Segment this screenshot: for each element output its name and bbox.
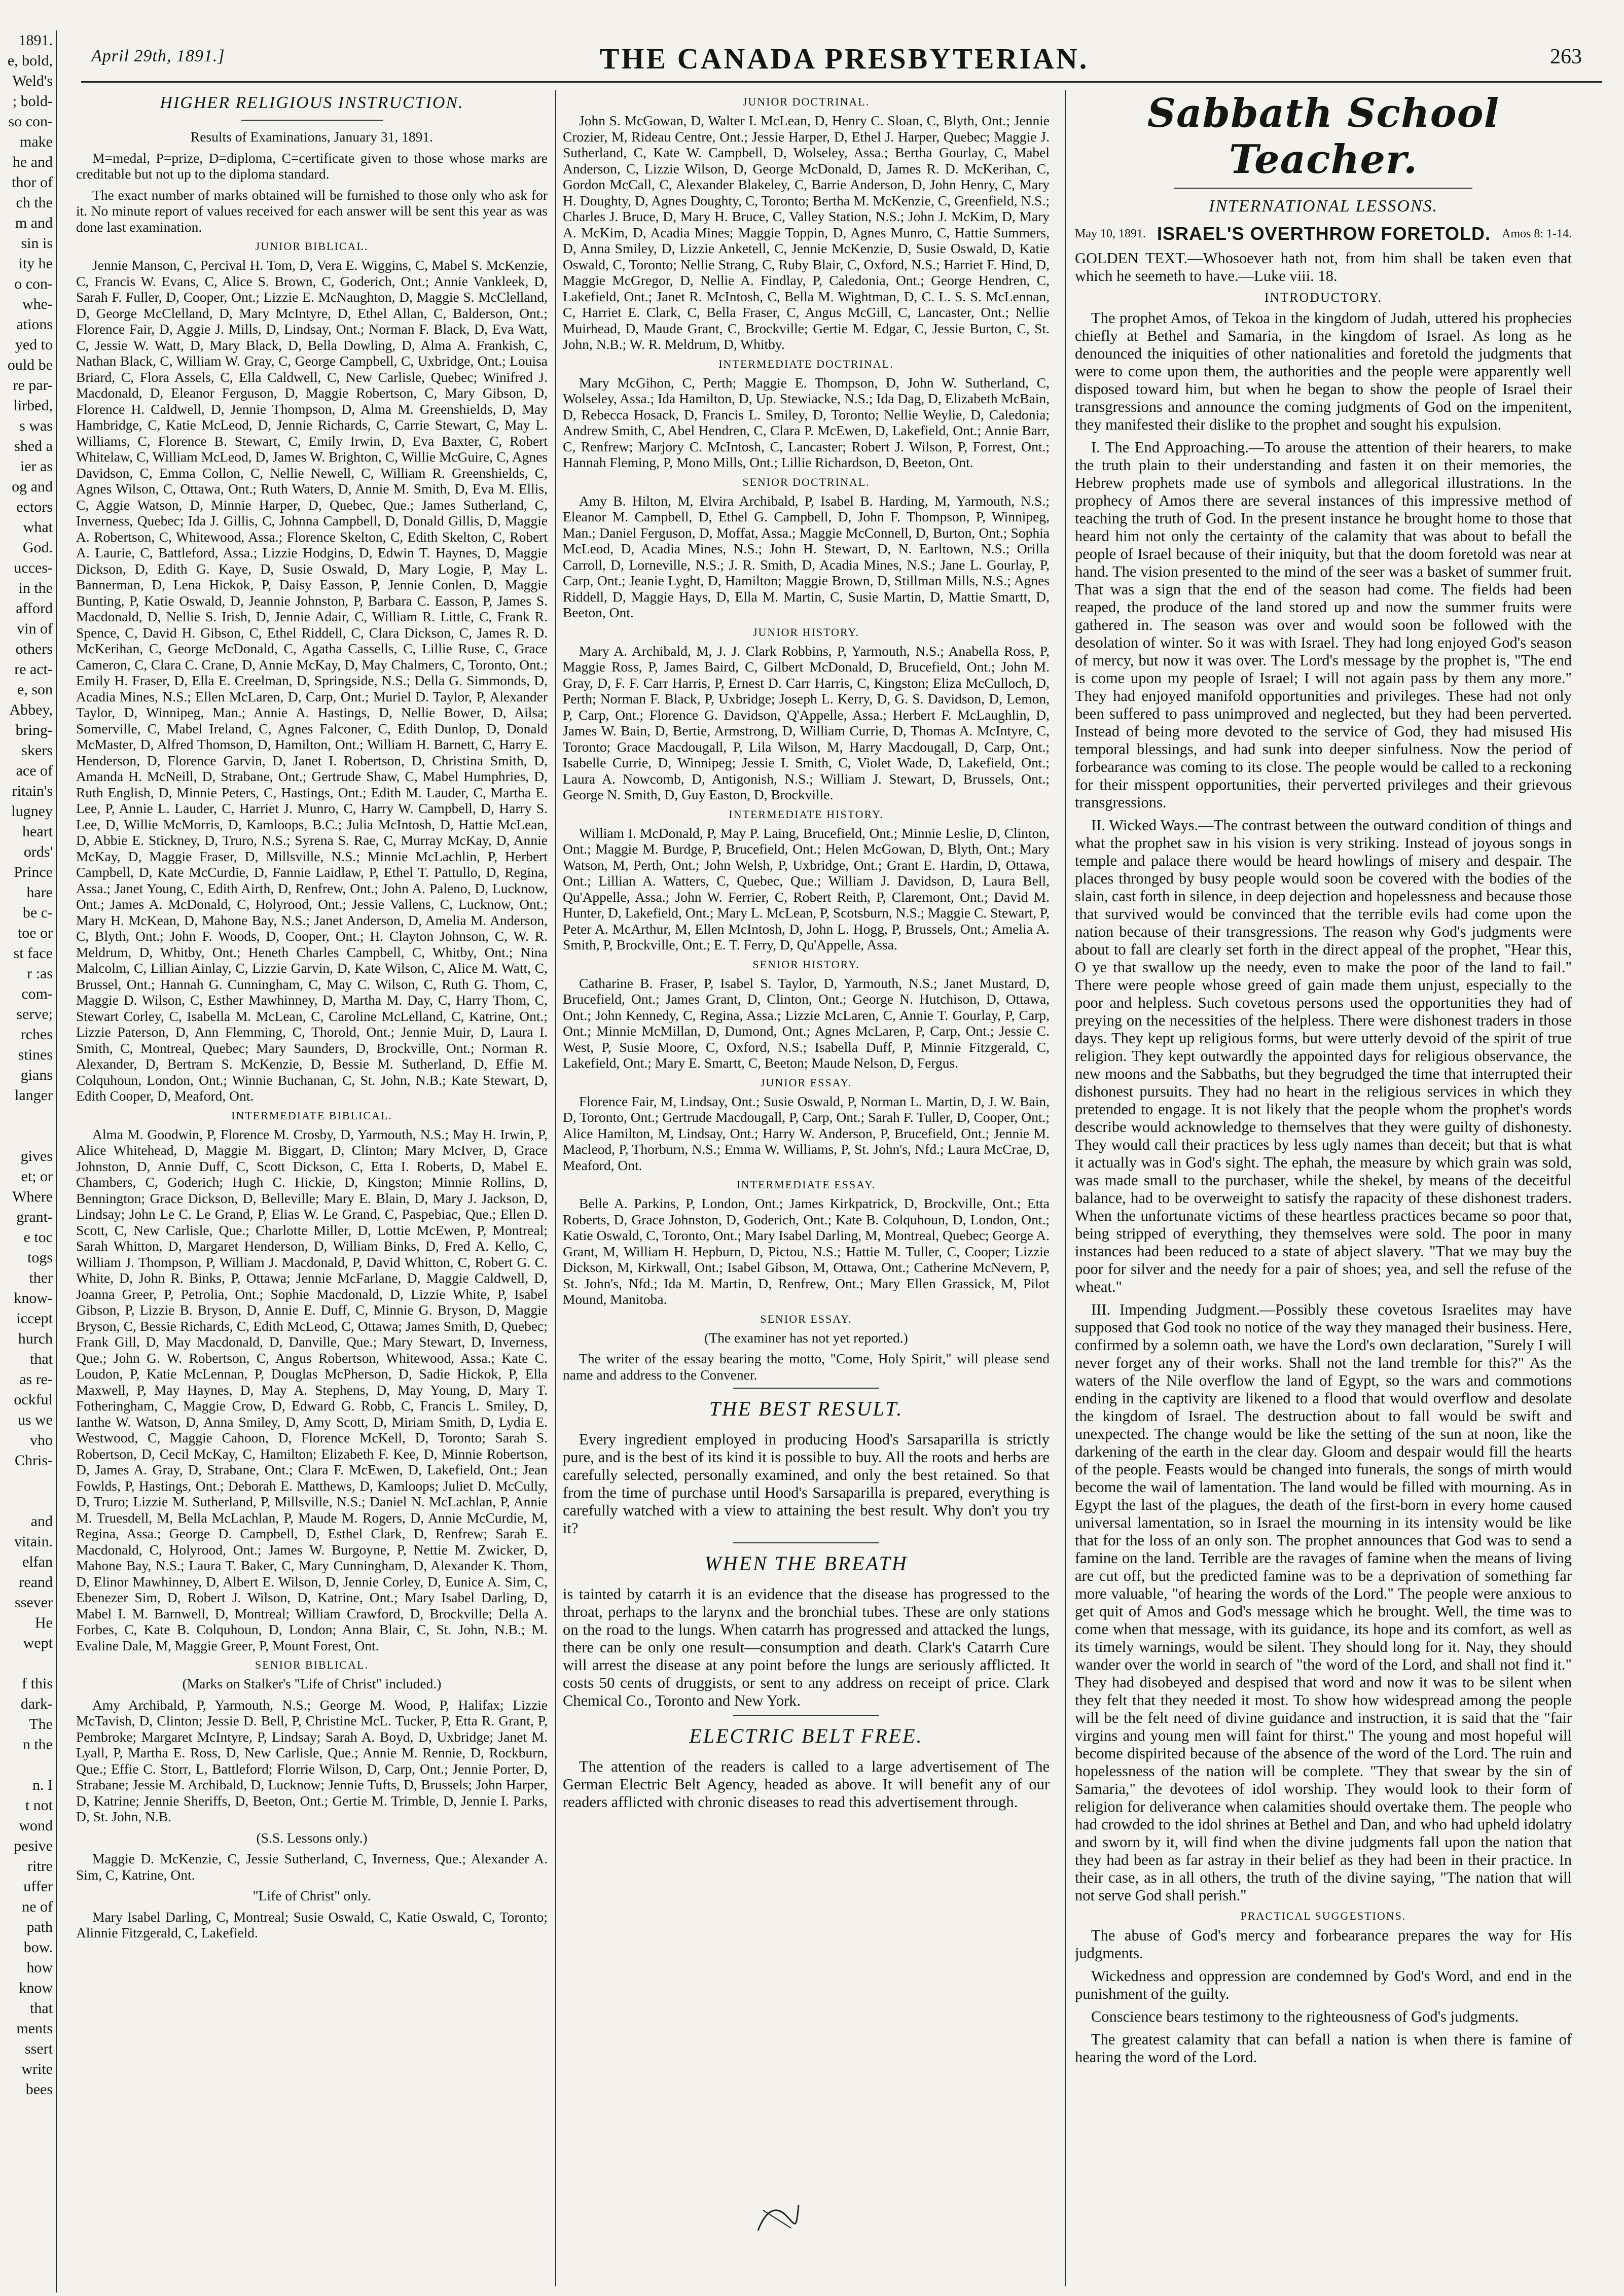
- margin-fragment: vin of: [17, 620, 53, 637]
- margin-fragment: rches: [20, 1026, 53, 1043]
- senior-essay-motto-note: The writer of the essay bearing the motto, "Come, Holy Spirit," will please send name and address to the Convener.: [563, 1351, 1050, 1383]
- page-number: 263: [1550, 45, 1582, 68]
- column-1: [76, 90, 548, 2286]
- margin-fragment: grant-: [16, 1209, 53, 1225]
- margin-fragment: ritre: [27, 1858, 53, 1875]
- intermediate-doctrinal-heading: INTERMEDIATE DOCTRINAL.: [718, 357, 894, 370]
- margin-fragment: know-: [14, 1290, 53, 1306]
- margin-fragment: ier as: [20, 458, 53, 475]
- margin-fragment: toe or: [17, 925, 53, 941]
- margin-fragment: m and: [15, 215, 53, 231]
- margin-fragment: t not: [25, 1797, 53, 1814]
- margin-fragment: us we: [17, 1411, 53, 1428]
- junior-history-heading: JUNIOR HISTORY.: [752, 625, 860, 639]
- margin-fragment: ucces-: [14, 559, 53, 576]
- margin-fragment: hurch: [18, 1330, 53, 1347]
- sabbath-school-title: Sabbath School Teacher.: [1147, 90, 1500, 183]
- margin-fragment: bow.: [23, 1939, 53, 1956]
- margin-fragment: ssever: [15, 1594, 53, 1611]
- margin-fragment: vho: [30, 1432, 53, 1449]
- section-impending-judgment: III. Impending Judgment.—Possibly these covetous Israelites may have supposed that God took no notice of the way they managed their business. Here, confirmed by a solemn oath, we have the Lord's own declaration, "Surely I will never forget any of their works. Shall not the land tremble for this?" As the waters of the Nile overflow the land of Egypt, so the wars and commotions ending in the captivity are likened to a flood that would overflow and desolate the kingdom of Israel. The destruction about to fall would be swift and unexpected. The change would be like the setting of the sun at noon, like the darkening of the earth in the clear day. Gloom and despair would fill the hearts of the people. Feasts would be changed into funerals, the songs of mirth would become the wail of lamentation. The land would be filled with mourning. As in Egypt the last of the plagues, the death of the first-born in every home caused universal lamentation, so in Israel the mourning in its intensity would be like that for the loss of an only son. The prophet announces that God was to send a famine on the land. Terrible are the ravages of famine when the means of living are cut off, but the predicted famine was to be a deprivation of something far more valuable, "of hearing the words of the Lord." The people were anxious to get quit of Amos and God's message which he brought. Well, the time was to come when that message, with its guidance, its hope and its comfort, as well as its timely warnings, would be silent. They should long for it. Nay, they should wander over the world in search of "the word of the Lord, and shall not find it." They had disobeyed and despised that word and now it was to be silent when they felt that they needed it most. To show how widespread among the people will be the felt need of divine guidance and instruction, it is said that the "fair virgins and young men will faint for thirst." The young and most hopeful will become dispirited because of the absence of the word of the Lord. The ruin and hopelessness of the nation will be complete. "They that swear by the sin of Samaria," the devotees of idol worship. They would look to their form of religion for deliverance when calamities should overtake them. The people who had crowded to the idol shrines at Bethel and Dan, and who had upheld idolatry and sworn by it, will find when the divine judgments fall upon the nation that they had been as far astray in their belief as they had been in their practice. In their case, as in all others, the truth of the divine saying, "The nation that will not serve God shall perish.": [1075, 1301, 1572, 1904]
- margin-fragment: Weld's: [12, 73, 53, 89]
- margin-fragment: ould be: [7, 357, 53, 373]
- electric-belt-text: The attention of the readers is called to a large advertisement of The German Electric Belt Agency, headed as above. It will benefit any of our readers afflicted with chronic diseases to read this advertisement through.: [563, 1758, 1050, 1811]
- margin-fragment: that: [30, 2000, 53, 2017]
- margin-fragment: ords': [23, 843, 53, 860]
- senior-biblical-list: Amy Archibald, P, Yarmouth, N.S.; George M. Wood, P, Halifax; Lizzie McTavish, D, Clinton; Jessie D. Bell, P, Christine McL. Tucker, P, Etta R. Grant, P, Pembroke; Margaret McIntyre, P, Lindsay; Sarah A. Boyd, D, Uxbridge; Janet M. Lyall, P, Martha E. Ross, D, New Carlisle, Que.; Annie M. Rennie, D, Rockburn, Que.; Effie C. Storr, L, Battleford; Florrie Wilson, D, Carp, Ont.; Jennie Porter, D, Strabane; Jessie M. Archibald, D, Lucknow; Jennie Tufts, D, Brussels; John Harper, D, Katrine; Jennie Sheriffs, D, Beeton, Ont.; Gertie M. Trimble, D, Jennie I. Parks, D, St. John, N.B.: [76, 1697, 548, 1824]
- best-result-heading: THE BEST RESULT.: [709, 1397, 904, 1420]
- life-of-christ-list: Mary Isabel Darling, C, Montreal; Susie Oswald, C, Katie Oswald, C, Toronto; Alinnie Fitzgerald, C, Lakefield.: [76, 1909, 548, 1940]
- results-line: Results of Examinations, January 31, 1891.: [190, 129, 434, 145]
- margin-fragment: n the: [22, 1736, 53, 1753]
- margin-fragment: yed to: [15, 336, 53, 353]
- junior-essay-heading: JUNIOR ESSAY.: [760, 1076, 852, 1089]
- margin-fragment: langer: [15, 1087, 53, 1104]
- margin-fragment: hare: [26, 884, 53, 901]
- margin-fragment: st face: [13, 945, 53, 962]
- ss-lessons-list: Maggie D. McKenzie, C, Jessie Sutherland, C, Inverness, Que.; Alexander A. Sim, C, Katrine, Ont.: [76, 1851, 548, 1883]
- intermediate-doctrinal-list: Mary McGihon, C, Perth; Maggie E. Thompson, D, John W. Sutherland, C, Wolseley, Assa.; Ida Hamilton, D, Up. Stewiacke, N.S.; Ida Dag, D, Elizabeth McBain, D, Rebecca Hosack, D, Francis L. Smiley, D, Toronto; Nellie Weylie, D, Caledonia; Andrew Smith, C, Abel Hendren, C, Clara P. McEwen, D, Lakefield, Ont.; Annie Barr, C, Renfrew; Marjory C. McIntosh, C, Lancaster; Robert J. Wilson, P, Forrest, Ont.; Hannah Fleming, P, Mono Mills, Ont.; Lillie Richardson, D, Beeton, Ont.: [563, 374, 1050, 470]
- senior-biblical-note: (Marks on Stalker's "Life of Christ" included.): [182, 1676, 442, 1691]
- notice: The exact number of marks obtained will be furnished to those only who ask for it. No minute report of values received for each answer will be sent this year as was done last examination.: [76, 187, 548, 235]
- senior-biblical-heading: SENIOR BIBLICAL.: [255, 1658, 369, 1671]
- senior-essay-heading: SENIOR ESSAY.: [760, 1312, 852, 1325]
- intermediate-history-list: William I. McDonald, P, May P. Laing, Brucefield, Ont.; Minnie Leslie, D, Clinton, Ont.; Maggie M. Burdge, P, Brucefield, Ont.; Helen McGowan, D, Blyth, Ont.; Mary Watson, M, Perth, Ont.; John Welsh, P, Uxbridge, Ont.; Grant E. Hardin, D, Ottawa, Ont.; Lillian A. Watters, C, Quebec, Que.; William J. Davidson, D, Laura Bell, Qu'Appelle, Assa.; John W. Ferrier, C, Robert Reith, P, Claremont, Ont.; David M. Hunter, D, Lakefield, Ont.; Mary L. McLean, P, Scotsburn, N.S.; Maggie C. Stewart, P, Peter A. McArthur, M, Ellen McIntosh, D, John L. Hogg, P, Brussels, Ont.; Amelia A. Smith, P, Brockville, Ont.; E. T. Ferry, D, Qu'Appelle, Assa.: [563, 825, 1050, 952]
- margin-fragment: serve;: [16, 1006, 53, 1022]
- introductory-text: The prophet Amos, of Tekoa in the kingdom of Judah, uttered his prophecies chiefly at Bethel and Samaria, in the kingdom of Israel. As long as he denounced the iniquities of other nationalities and foretold the judgments that were to come upon them, the authorities and the people were apparently well disposed toward him, but when he began to show the people of Israel their transgressions and announce the coming judgments of God on the impenitent, they manifested their dislike to the prophet and sought his expulsion.: [1075, 309, 1572, 433]
- junior-biblical-heading: JUNIOR BIBLICAL.: [255, 240, 369, 253]
- senior-doctrinal-heading: SENIOR DOCTRINAL.: [742, 475, 870, 488]
- section-heading: HIGHER RELIGIOUS INSTRUCTION.: [160, 93, 464, 112]
- margin-fragment: uffer: [23, 1878, 53, 1895]
- golden-text: GOLDEN TEXT.—Whosoever hath not, from him shall be taken even that which he seemeth to have.—Luke viii. 18.: [1075, 250, 1572, 285]
- margin-fragment: Where: [12, 1188, 53, 1205]
- column-3: [1075, 90, 1572, 2286]
- margin-fragment: he and: [12, 154, 53, 170]
- margin-fragment: r :as: [27, 965, 53, 982]
- margin-fragment: ch the: [16, 194, 53, 211]
- margin-fragment: ockful: [14, 1391, 53, 1408]
- margin-fragment: Prince: [14, 864, 53, 880]
- margin-fragment: bees: [25, 2081, 53, 2098]
- electric-belt-heading: ELECTRIC BELT FREE.: [689, 1724, 923, 1747]
- margin-fragment: bring-: [15, 722, 53, 738]
- left-margin-fragments: [0, 30, 57, 2292]
- grading-key: M=medal, P=prize, D=diploma, C=certificate given to those whose marks are creditable but not up to the diploma standard.: [76, 150, 548, 182]
- section-wicked-ways: II. Wicked Ways.—The contrast between the outward condition of things and what the prophet saw in his vision is very striking. Instead of joyous songs in temple and palace there would be heard howlings of misery and despair. The places thronged by busy people would soon be covered with the bodies of the slain, cast forth in silence, in deep dejection and hopelessness and because those that survived would be convinced that the terrible evils had come upon the nation because of their transgressions. The reason why God's judgments were about to fall are clearly set forth in the direct appeal of the prophet, "Hear this, O ye that swallow up the needy, even to make the poor of the land to fail." There were people whose greed of gain made them unjust, especially to the poor and helpless. Such covetous persons used the opportunities they had of preying on the necessities of the helpless. There were dishonest traders in those days. They kept up religious forms, but were utterly devoid of the spirit of true religion. They kept outwardly the appointed days for religious observance, the new moons and the Sabbaths, but they begrudged the time that interrupted their dishonest pursuits. They had no heart in the religious services in which they pretended to engage. It is not likely that the people whom the prophet's words describe would acknowledge to themselves that they were guilty of dishonesty. They would call their practices by less ugly names than deceit; but that is what it actually was in God's sight. The ephah, the measure by which grain was sold, was made small to the purchaser, while the shekel, by means of the deceitful balance, had to be overweight to satisfy the rapacity of these dishonest traders. When the unfortunate victims of these heartless practices became so poor that, being stripped of everything, they themselves were sold. The poor in many instances had been reduced to a state of abject slavery. "That we may buy the poor for silver and the needy for a pair of shoes; yea, and sell the refuse of the wheat.": [1075, 817, 1572, 1295]
- intermediate-essay-heading: INTERMEDIATE ESSAY.: [736, 1178, 876, 1191]
- lesson-title: ISRAEL'S OVERTHROW FORETOLD.: [1157, 223, 1491, 244]
- margin-fragment: gives: [20, 1148, 53, 1164]
- section-end-approaching: I. The End Approaching.—To arouse the attention of their hearers, to make the truth plain to their understanding and fasten it on their memories, the Hebrew prophets made use of symbols and allegorical illustrations. In the prophecy of Amos there are several instances of this impressive method of teaching the truth of God. In the present instance he brought home to those that heard him not only the certainty of the calamity that was about to befall the people of Israel because of their iniquity, but that the doom foretold was near at hand. The vision presented to the mind of the seer was a basket of summer fruit. That was a sign that the end of the season had come. The fields had been reaped, the produce of the land stored up and now the summer fruits were gathered in. The season was over and would soon be followed with the desolation of winter. So it was with Israel. They had long enjoyed God's season of mercy, but now it was over. The Lord's message by the prophet is, "The end is come upon my people of Israel; I will not again pass by them any more." They had enjoyed manifold opportunities and privileges. These had not only been suffered to pass unimproved and neglected, but they had been perverted. Instead of being more devoted to the service of God, they had misused His temporal blessings, and had sunk into deeper sinfulness. Now the period of forbearance was coming to its close. The people would be called to a reckoning for their misspent opportunities, their perverted privileges and their grievous transgressions.: [1075, 439, 1572, 811]
- practical-suggestion: The greatest calamity that can befall a nation is when there is famine of hearing the word of the Lord.: [1075, 2031, 1572, 2066]
- margin-fragment: vitain.: [14, 1533, 53, 1550]
- margin-fragment: et; or: [21, 1168, 53, 1185]
- intermediate-biblical-list: Alma M. Goodwin, P, Florence M. Crosby, D, Yarmouth, N.S.; May H. Irwin, P, Alice Whitehead, D, Maggie M. Biggart, D, Clinton; Mary McIver, D, Grace Johnston, D, Annie Duff, C, Scott Dickson, C, Etta I. Roberts, D, Mabel E. Chambers, C, Goderich; Hugh C. Hickie, D, Kingston; Minnie Rollins, D, Bennington; Grace Dickson, D, Belleville; Mary E. Blain, D, Mary J. Jackson, D, Lindsay; John Le C. Le Grand, P, Elias W. Le Grand, C, Paspebiac, Que.; Ellen D. Scott, C, New Carlisle, Que.; Charlotte Miller, D, Lottie McEwen, P, Montreal; Sarah Whitton, D, Margaret Henderson, D, William Binks, D, Fred A. Kello, C, William J. Thompson, P, William J. Macdonald, P, David Whitton, C, Robert G. C. White, D, John R. Binks, P, Ottawa; Jennie McFarlane, D, Maggie Caldwell, D, Joanna Greer, P, Petrolia, Ont.; Sophie Macdonald, D, Lizzie White, P, Isabel Gibson, P, Lizzie B. Bryson, D, Annie E. Duff, C, Minnie G. Bryson, D, Maggie Bryson, C, Bessie Richards, C, Edith McLeod, C, Ottawa; James Smith, D, Quebec; Frank Gill, D, May Macdonald, D, Danville, Que.; Mary Stewart, D, Inverness, Que.; John G. W. Robertson, C, Angus Robertson, Whitewood, Assa.; Kate C. Loudon, P, Katie McLennan, P, Douglas McPherson, D, Sadie Hickok, P, Ella Maxwell, P, May Haynes, D, May A. Stephens, D, May Young, D, Mary T. Fotheringham, C, Maggie Crow, D, Edward G. Robb, C, Francis L. Smiley, D, Ianthe W. Watson, D, Anna Smiley, D, Amy Scott, D, Miriam Smith, D, Lydia E. Westwood, C, Maggie Cahoon, D, Florence McKell, D, Toronto; Sarah S. Robertson, D, Cecil McKay, C, Hamilton; Elizabeth F. Kee, D, Minnie Robertson, D, James A. Gray, D, Strabane, Ont.; Clara F. McEwen, D, Lakefield, Ont.; Jean Fowlds, P, Hastings, Ont.; Deborah E. Matthews, D, Kamloops; Juliet D. McCully, D, Truro; Lizzie M. Sutherland, P, Millsville, N.S.; Daniel N. McLachlan, P, Annie M. Truesdell, M, Bella McLachlan, P, Maude M. Rogers, D, Annie McCurdie, M, Regina, Assa.; George D. Campbell, D, Esthel Clark, D, Renfrew; Sarah E. Macdonald, C, Holyrood, Ont.; James W. Burgoyne, P, Nettie M. Zwicker, D, Mahone Bay, N.S.; Laura T. Baker, C, Mary Cunningham, D, Alexander K. Thom, D, Elinor Mawhinney, D, Albert E. Wilson, D, Jennie Corley, D, Eunice A. Sim, C, Ebenezer Sim, D, Robert J. Wilson, D, Katrine, Ont.; Mary Isabel Darling, D, Mabel I. M. Barnwell, D, Montreal; William Crawford, D, Brockville; Della A. Forbes, C, Kate B. Colquhoun, D, London; Anna Blair, C, St. John, N.B.; M. Evaline Dale, M, Maggie Greer, P, Mount Forest, Ont.: [76, 1126, 548, 1653]
- margin-fragment: [0, 1126, 56, 1146]
- margin-fragment: how: [26, 1959, 53, 1976]
- life-of-christ-heading: "Life of Christ" only.: [252, 1888, 371, 1903]
- practical-suggestion: Conscience bears testimony to the righteousness of God's judgments.: [1091, 2008, 1519, 2025]
- margin-fragment: sin is: [21, 235, 53, 252]
- margin-fragment: afford: [16, 600, 53, 617]
- margin-fragment: Chris-: [15, 1452, 53, 1469]
- margin-fragment: togs: [27, 1249, 53, 1266]
- margin-fragment: Abbey,: [9, 701, 53, 718]
- margin-fragment: elfan: [22, 1553, 53, 1570]
- margin-fragment: thor of: [12, 174, 53, 191]
- margin-fragment: shed a: [14, 438, 53, 454]
- margin-fragment: o con-: [14, 275, 53, 292]
- margin-fragment: dark-: [20, 1695, 53, 1712]
- practical-suggestions-heading: PRACTICAL SUGGESTIONS.: [1240, 1910, 1406, 1922]
- page-header: [76, 42, 1612, 77]
- ink-scribble-mark: [755, 2200, 801, 2236]
- margin-fragment: ments: [16, 2020, 53, 2037]
- margin-fragment: others: [15, 641, 53, 657]
- margin-fragment: [0, 1755, 56, 1775]
- margin-fragment: iccept: [16, 1310, 53, 1327]
- margin-fragment: [0, 1653, 56, 1674]
- practical-suggestion: Wickedness and oppression are condemned by God's Word, and end in the punishment of the guilty.: [1075, 1967, 1572, 2002]
- senior-history-heading: SENIOR HISTORY.: [752, 958, 860, 971]
- margin-fragment: skers: [21, 742, 53, 759]
- best-result-text: Every ingredient employed in producing Hood's Sarsaparilla is strictly pure, and is the best of its kind it is possible to buy. All the roots and herbs are carefully selected, personally examined, and only the best retained. So that from the time of purchase until Hood's Sarsaparilla is prepared, everything is carefully watched with a view to attaining the best result. Why don't you try it?: [563, 1431, 1050, 1537]
- column-2: [563, 90, 1050, 2286]
- margin-fragment: [0, 1471, 56, 1491]
- margin-fragment: ectors: [16, 499, 53, 515]
- margin-fragment: stines: [18, 1046, 53, 1063]
- margin-fragment: know: [19, 1980, 53, 1996]
- lesson-reference: Amos 8: 1-14.: [1501, 227, 1572, 240]
- margin-fragment: re par-: [13, 377, 53, 394]
- senior-doctrinal-list: Amy B. Hilton, M, Elvira Archibald, P, Isabel B. Harding, M, Yarmouth, N.S.; Eleanor M. Campbell, D, Ethel G. Campbell, D, John F. Thompson, P, Winnipeg, Man.; Daniel Ferguson, D, Moffat, Assa.; Maggie McConnell, D, Burton, Ont.; Sophia McLeod, D, Acadia Mines, N.S.; John H. Stewart, D, N. Earltown, N.S.; Orilla Carroll, D, Lorneville, N.S.; J. R. Smith, D, Acadia Mines, N.S.; Jane L. Gourlay, P, Carp, Ont.; Jeanie Lyght, D, Hamilton; Maggie Brown, D, Stillman Mills, N.S.; Agnes Riddell, D, Maggie Hays, D, Ella M. Martin, C, Susie Martin, D, Mattie Smartt, D, Beeton, Ont.: [563, 492, 1050, 620]
- margin-fragment: e, son: [17, 681, 53, 698]
- margin-fragment: write: [21, 2061, 53, 2077]
- introductory-heading: INTRODUCTORY.: [1264, 290, 1383, 305]
- header-rule: [81, 81, 1602, 83]
- margin-fragment: com-: [21, 985, 53, 1002]
- column-divider: [555, 90, 556, 2286]
- divider: [733, 1715, 879, 1716]
- margin-fragment: s was: [19, 417, 53, 434]
- margin-fragment: lugney: [11, 803, 53, 820]
- margin-fragment: heart: [22, 823, 53, 840]
- margin-fragment: so con-: [8, 113, 53, 130]
- ss-lessons-heading: (S.S. Lessons only.): [256, 1829, 368, 1846]
- margin-fragment: gians: [20, 1067, 53, 1083]
- margin-fragment: make: [20, 133, 53, 150]
- junior-doctrinal-list: John S. McGowan, D, Walter I. McLean, D, Henry C. Sloan, C, Blyth, Ont.; Jennie Crozier, M, Rideau Centre, Ont.; Jessie Harper, D, Ethel J. Harper, Quebec; Maggie J. Sutherland, C, Kate W. Campbell, D, Wolseley, Assa.; Bertha Gourlay, C, Mabel Anderson, C, Lizzie Wilson, D, George McDonald, D, James R. D. McKerihan, C, Gordon McCall, C, Alexander Blakeley, C, Barrie Anderson, D, John Henry, C, Mary H. Doughty, D, Agnes Doughty, C, Toronto; Bertha M. McKenzie, C, Greenfield, N.S.; Charles J. Bruce, D, Mary H. Bruce, C, Valley Station, N.S.; John J. McKim, D, Mary A. McKim, D, Acadia Mines; Maggie Toppin, D, Agnes Munro, C, Hattie Summers, D, Anna Smiley, D, Lizzie Anketell, C, Jennie McKenzie, D, Susie Oswald, D, Katie Oswald, C, Toronto; Nellie Strang, C, Ruby Blair, C, Oxford, N.S.; Harriet F. Hind, D, Maggie McGregor, D, Nellie A. Findlay, P, Caledonia, Ont.; George Hendren, C, Lakefield, Ont.; Janet R. McIntosh, C, Bella M. Wightman, D, C. L. S. S. McLennan, C, Harriet E. Clark, C, Bella Fraser, C, Angus McGill, C, Lancaster, Ont.; Nellie Muirhead, D, Maude Grant, C, Brockville; Gertie M. Edgar, C, Jessie Burton, C, St. John, N.B.; W. R. Meldrum, D, Whitby.: [563, 113, 1050, 352]
- margin-fragment: ity he: [18, 255, 53, 272]
- margin-fragment: ace of: [16, 762, 53, 779]
- margin-fragment: ther: [29, 1269, 53, 1286]
- margin-fragment: ssert: [25, 2040, 53, 2057]
- margin-fragment: og and: [12, 478, 53, 495]
- divider: [733, 1542, 879, 1543]
- junior-essay-list: Florence Fair, M, Lindsay, Ont.; Susie Oswald, P, Norman L. Martin, D, J. W. Bain, D, Toronto, Ont.; Gertrude Macdougall, P, Carp, Ont.; Sarah F. Tuller, D, Cooper, Ont.; Alice Hamilton, M, Lindsay, Ont.; Harry W. Anderson, P, Brucefield, Ont.; Jennie M. Macleod, P, Thorburn, N.S.; Emma W. Williams, P, St. John's, Nfd.; Laura McCrae, D, Meaford, Ont.: [563, 1093, 1050, 1173]
- margin-fragment: and: [30, 1513, 53, 1530]
- divider: [733, 1388, 879, 1389]
- margin-fragment: n. I: [32, 1777, 53, 1793]
- margin-fragment: He: [35, 1614, 53, 1631]
- margin-fragment: ritain's: [12, 783, 53, 799]
- margin-fragment: 1891.: [18, 32, 53, 49]
- margin-fragment: e toc: [23, 1229, 53, 1246]
- margin-fragment: path: [26, 1919, 53, 1935]
- margin-fragment: pesive: [14, 1838, 53, 1854]
- divider: [241, 120, 383, 121]
- lesson-date: May 10, 1891.: [1075, 227, 1146, 240]
- breath-heading: WHEN THE BREATH: [704, 1552, 908, 1575]
- margin-fragment: what: [23, 519, 53, 536]
- margin-fragment: wond: [19, 1817, 53, 1834]
- margin-fragment: wept: [23, 1635, 53, 1651]
- newspaper-title: THE CANADA PRESBYTERIAN.: [599, 42, 1089, 75]
- margin-fragment: lirbed,: [13, 397, 53, 414]
- practical-suggestion: The abuse of God's mercy and forbearance prepares the way for His judgments.: [1075, 1927, 1572, 1962]
- margin-fragment: [0, 1106, 56, 1126]
- intermediate-essay-list: Belle A. Parkins, P, London, Ont.; James Kirkpatrick, D, Brockville, Ont.; Etta Roberts, D, Grace Johnston, D, Goderich, Ont.; Kate B. Colquhoun, D, London, Ont.; Katie Oswald, C, Toronto, Ont.; Mary Isabel Darling, M, Montreal, Quebec; George A. Grant, M, William H. Hepburn, D, Pictou, N.S.; Hattie M. Tuller, C, Cooper; Lizzie Dickson, M, Kirkwall, Ont.; Isabel Gibson, M, Ottawa, Ont.; Catherine McNevern, P, St. John's, Nfd.; Ida M. Martin, D, Renfrew, Ont.; Mary Ellen Grassick, M, Pilot Mound, Manitoba.: [563, 1195, 1050, 1307]
- margin-fragment: ations: [16, 316, 53, 333]
- issue-date: April 29th, 1891.]: [91, 47, 225, 65]
- margin-fragment: that: [30, 1351, 53, 1367]
- lesson-title-row: [1075, 223, 1572, 244]
- margin-fragment: ; bold-: [12, 93, 53, 110]
- margin-fragment: re act-: [14, 661, 53, 678]
- margin-fragment: e, bold,: [7, 52, 53, 69]
- margin-fragment: in the: [18, 580, 53, 596]
- senior-history-list: Catharine B. Fraser, P, Isabel S. Taylor, D, Yarmouth, N.S.; Janet Mustard, D, Brucefield, Ont.; James Grant, D, Clinton, Ont.; George N. Hutchison, D, Ottawa, Ont.; John Kennedy, C, Regina, Assa.; Lizzie McLaren, C, Annie T. Gourlay, P, Carp, Ont.; Minnie McMillan, D, Dumond, Ont.; Agnes McLaren, P, Carp, Ont.; Jessie C. West, P, Susie Moore, C, Oxford, N.S.; Isabella Duff, P, Minnie Fitzgerald, C, Lakefield, Ont.; Mary E. Smartt, C, Beeton; Maude Nelson, D, Fergus.: [563, 975, 1050, 1071]
- column-divider: [1065, 90, 1066, 2286]
- junior-biblical-list: Jennie Manson, C, Percival H. Tom, D, Vera E. Wiggins, C, Mabel S. McKenzie, C, Francis W. Evans, C, Alice S. Brown, C, Goderich, Ont.; Annie Vankleek, D, Sarah F. Fuller, D, Cooper, Ont.; Lizzie E. McNaughton, D, Maggie S. McClelland, D, George McClelland, D, Mary McIntyre, D, Ethel Allan, C, Balderson, Ont.; Florence Fair, D, Aggie J. Mills, D, Lindsay, Ont.; Norman F. Black, D, Eva Watt, C, Jessie W. Watt, D, Mary Black, D, Bella Dowling, D, Alma A. Frankish, C, Nathan Black, C, William W. Gray, C, George Campbell, C, Uxbridge, Ont.; Louisa Briard, C, Flora Assels, C, Ella Caldwell, C, New Carlisle, Quebec; Winifred J. Macdonald, D, Eleanor Ferguson, D, Maggie Robertson, C, Mary Gibson, D, Florence H. Caldwell, D, Jennie Thompson, D, Alma M. Greenshields, D, May Hambridge, C, Katie McLeod, D, Jennie Richards, C, Carrie Stewart, C, May L. Williams, C, Florence B. Stewart, C, Emily Irwin, D, Eva Baxter, C, Robert Whitelaw, C, William McLeod, D, James W. Brighton, C, Willie McGuire, C, Agnes Davidson, C, Emma Collon, C, Nellie Newell, C, William R. Greenshields, C, Agnes Wilson, C, Ottawa, Ont.; Ruth Waters, D, Annie M. Smith, D, Eva M. Ellis, C, Aggie Watson, D, Minnie Harper, D, Quebec, Que.; James Sutherland, C, Inverness, Quebec; Ida J. Gillis, C, Johnna Campbell, D, Donald Gillis, D, Maggie A. Robertson, C, Whitewood, Assa.; Florence Skelton, C, Edith Skelton, C, Robert A. Laurie, C, Battleford, Assa.; Lizzie Hodgins, D, Edwin T. Haynes, D, Maggie Dickson, D, Edith G. Kaye, D, Susie Oswald, D, Mary Logie, P, May L. Bannerman, D, Lena Hickok, P, Daisy Easson, P, Jennie Conlen, D, Maggie Bunting, P, Katie Oswald, D, Jeannie Johnston, P, Barbara C. Easson, P, James S. Macdonald, D, Nellie S. Irish, D, Jennie Adair, C, William R. Little, C, Frank R. Spence, C, David H. Gibson, C, Ethel Riddell, C, Clara Dickson, C, James R. D. McKerihan, C, George McDonald, C, Agatha Cassells, C, Lillie Ruse, C, Grace Cameron, C, Clara C. Crane, D, Annie McKay, D, May Chalmers, C, Toronto, Ont.; Emily H. Fraser, D, Ella E. Creelman, D, Springside, N.S.; Della G. Simmonds, D, Acadia Mines, N.S.; Ellen McLaren, D, Carp, Ont.; Muriel D. Taylor, P, Alexander Taylor, D, Winnipeg, Man.; Annie A. Hastings, D, Nellie Bower, D, Ailsa; Somerville, C, Mabel Ireland, C, Agnes Falconer, C, Edith Dunlop, D, Donald McMaster, D, Alfred Thomson, D, Hamilton, Ont.; William H. Barnett, C, Harry E. Henderson, D, Florence Garvin, D, Janet I. Robertson, D, Christina Smith, D, Amanda H. McNeill, D, Strabane, Ont.; Gertrude Shaw, C, Mabel Humphries, D, Ruth English, D, Minnie Peters, C, Hastings, Ont.; Edith M. Lauder, C, Martha E. Lee, P, Annie L. Lauder, C, Harriet J. Munro, C, Harry W. Campbell, D, Harry S. Lee, D, Willie McMorris, D, Kamloops, B.C.; Julia McIntosh, D, Hattie McLean, D, Abbie E. Stickney, D, Truro, N.S.; Syrena S. Rae, C, Murray McKay, D, Annie McKay, D, Maggie Fraser, D, Millsville, N.S.; Minnie McLachlin, P, Herbert Campbell, D, Kate McCurdie, D, Fannie Laidlaw, P, Ethel T. Pattullo, D, Regina, Assa.; Janet Young, C, Edith Airth, D, Renfrew, Ont.; John A. Paleno, D, Lucknow, Ont.; James A. McDonald, C, Holyrood, Ont.; Jessie Vallens, C, Lucknow, Ont.; Mary H. McKean, D, Mahone Bay, N.S.; Janet Anderson, D, Amelia M. Anderson, C, Blyth, Ont.; John F. Woods, D, Cooper, Ont.; H. Clayton Johnson, C, W. R. Meldrum, D, Whitby, Ont.; Heneth Charles Campbell, C, Whitby, Ont.; Nina Malcolm, C, Lillian Ainlay, C, Lizzie Garvin, D, Kate Wilson, C, Alice M. Watt, C, Brussel, Ont.; Hannah G. Cunningham, C, May C. Wilson, C, Ruth G. Thom, C, Maggie D. Wilson, C, Esther Mawhinney, D, Martha M. Day, C, Harry Thom, C, Stewart Corley, C, Isabella M. McLean, C, Caroline McLelland, C, Katrine, Ont.; Lizzie Paterson, D, Ann Flemming, C, Thorold, Ont.; Jennie Muir, D, Laura I. Smith, C, Montreal, Quebec; Mary Saunders, D, Brockville, Ont.; Norman R. Alexander, D, Bertram S. McKenzie, D, Bessie M. Sutherland, D, Effie M. Colquhoun, London, Ont.; Winnie Buchanan, C, St. John, N.B.; Kate Stewart, D, Edith Cooper, D, Meaford, Ont.: [76, 257, 548, 1104]
- international-lessons-heading: INTERNATIONAL LESSONS.: [1208, 197, 1438, 216]
- breath-text: is tainted by catarrh it is an evidence that the disease has progressed to the throat, perhaps to the larynx and the bronchial tubes. These are only stations on the road to the lungs. When catarrh has progressed and attacked the lungs, there can be only one result—consumption and death. Clark's Catarrh Cure will arrest the disease at any point before the lungs are seriously afflicted. It costs 50 cents of druggists, or sent to any address on receipt of price. Clark Chemical Co., Toronto and New York.: [563, 1585, 1050, 1709]
- margin-fragment: reand: [19, 1574, 53, 1591]
- margin-fragment: be c-: [22, 904, 53, 921]
- margin-fragment: [0, 1491, 56, 1511]
- junior-doctrinal-heading: JUNIOR DOCTRINAL.: [742, 95, 870, 108]
- intermediate-biblical-heading: INTERMEDIATE BIBLICAL.: [231, 1109, 392, 1122]
- margin-fragment: f this: [22, 1675, 53, 1692]
- divider: [1174, 188, 1472, 189]
- junior-history-list: Mary A. Archibald, M, J. J. Clark Robbins, P, Yarmouth, N.S.; Anabella Ross, P, Maggie Ross, P, James Baird, C, Gilbert McDonald, D, Brucefield, Ont.; John M. Gray, D, F. F. Carr Harris, P, Ernest D. Carr Harris, C, Kingston; Eliza McCulloch, D, Perth; Norman F. Black, P, Uxbridge; Joseph L. Kerry, D, G. S. Davidson, D, Lemon, P, Carp, Ont.; Florence G. Davidson, Q'Appelle, Assa.; Herbert F. McLaughlin, D, James W. Bain, D, Bertie, Armstrong, D, William Currie, D, Thomas A. McIntyre, C, Toronto; Grace Macdougall, P, Lila Wilson, M, Harry Macdougall, D, Carp, Ont.; Isabelle Currie, D, Winnipeg; Jessie I. Smith, C, Violet Wade, D, Lakefield, Ont.; Laura A. Nowcomb, D, Antigonish, N.S.; William J. Stewart, D, Brussels, Ont.; George N. Smith, D, Guy Easton, D, Brockville.: [563, 643, 1050, 802]
- margin-fragment: God.: [22, 539, 53, 556]
- margin-fragment: The: [29, 1716, 53, 1733]
- margin-fragment: whe-: [22, 296, 53, 312]
- intermediate-history-heading: INTERMEDIATE HISTORY.: [729, 807, 884, 821]
- senior-essay-note: (The examiner has not yet reported.): [704, 1329, 908, 1346]
- margin-fragment: as re-: [19, 1371, 53, 1388]
- margin-fragment: ne of: [22, 1898, 53, 1915]
